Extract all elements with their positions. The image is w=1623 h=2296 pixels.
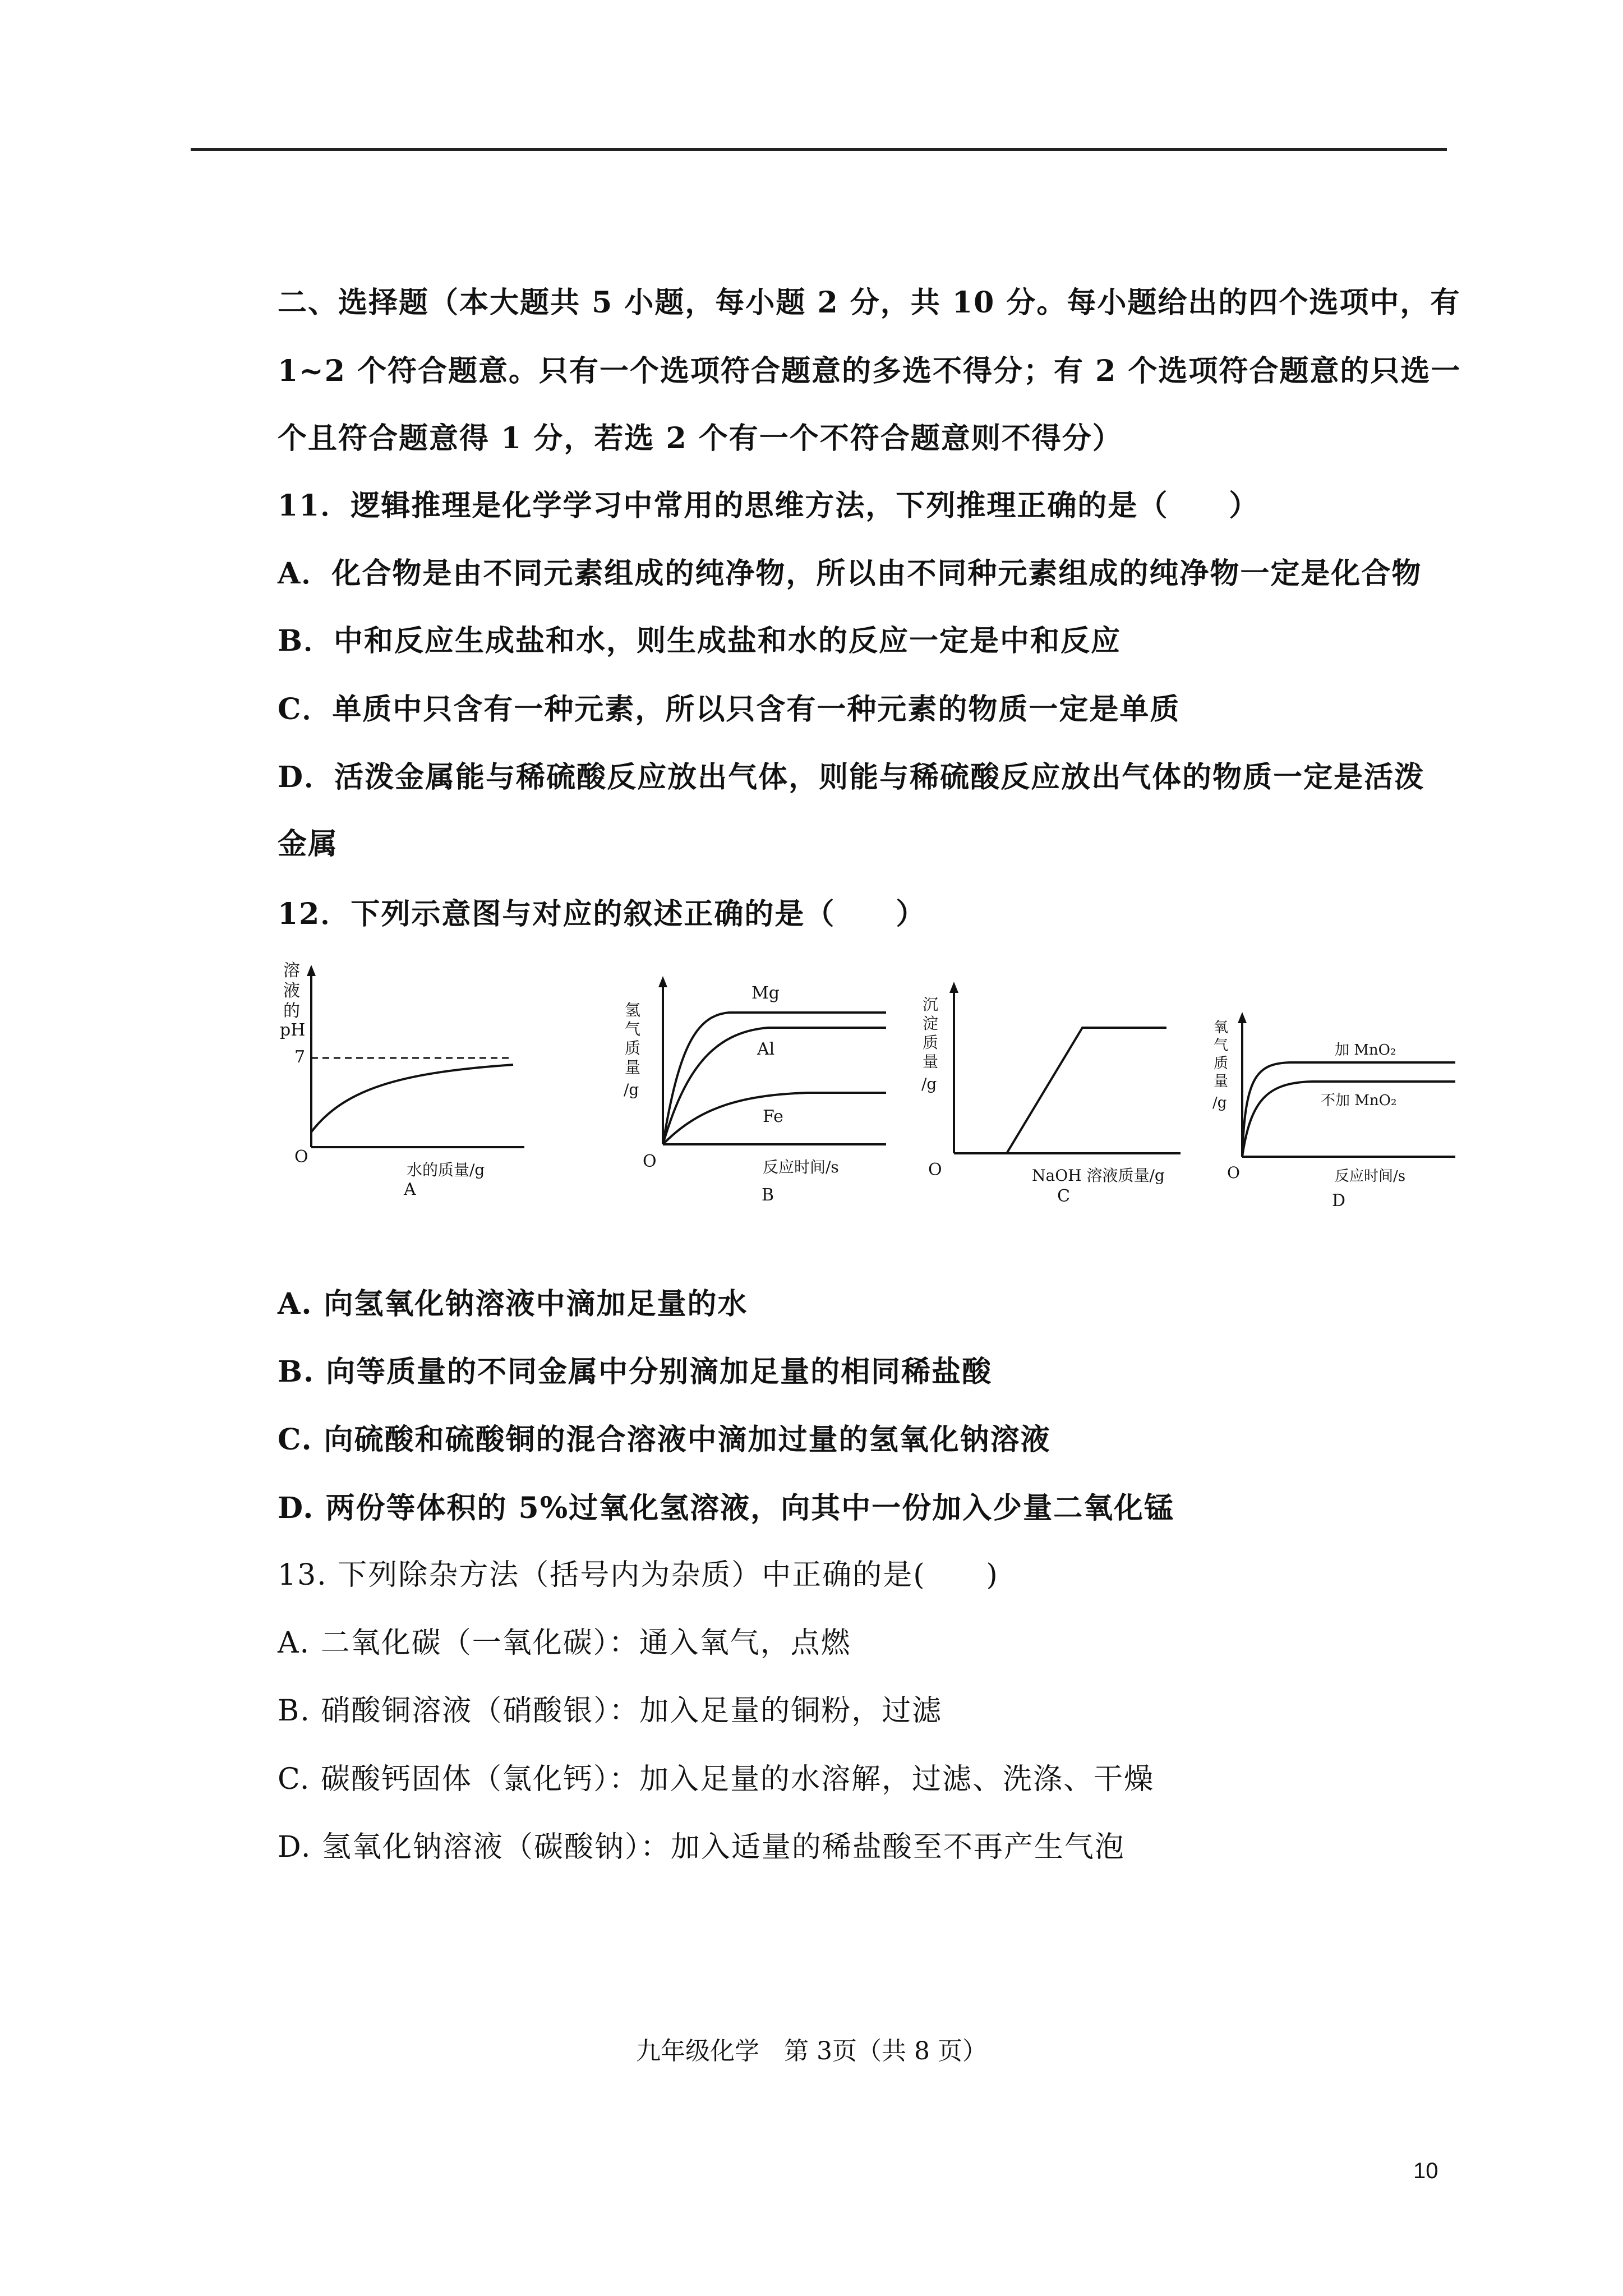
- chart-b-label-al: Al: [757, 1039, 775, 1059]
- chart-b-ylabel-4: 量: [625, 1058, 641, 1076]
- chart-c-xlabel: NaOH 溶液质量/g: [1032, 1166, 1165, 1185]
- chart-b-ylabel-3: 质: [625, 1039, 641, 1057]
- chart-d-ylabel-2: 气: [1214, 1037, 1229, 1054]
- chart-b-label-fe: Fe: [763, 1107, 783, 1126]
- chart-c-ylabel-1: 沉: [923, 995, 939, 1014]
- chart-d-ylabel-4: 量: [1214, 1073, 1229, 1090]
- chart-a-ylabel-2: 液: [283, 981, 300, 1001]
- q13-option-b: B. 硝酸铜溶液（硝酸银）：加入足量的铜粉，过滤: [278, 1694, 943, 1728]
- q13-option-d: D. 氢氧化钠溶液（碳酸钠）：加入适量的稀盐酸至不再产生气泡: [278, 1830, 1125, 1864]
- chart-d-curve-with-mno2: [1242, 1062, 1455, 1157]
- chart-c-origin: O: [928, 1160, 942, 1180]
- page-footer: 九年级化学 第 3页（共 8 页）: [636, 2037, 987, 2065]
- chart-b-y-arrow: [658, 976, 667, 987]
- page-number: 10: [1413, 2159, 1438, 2183]
- chart-b-ylabel-5: /g: [624, 1080, 639, 1099]
- q11-option-c: C．单质中只含有一种元素，所以只含有一种元素的物质一定是单质: [278, 692, 1181, 726]
- section-header-line-1: 二、选择题（本大题共 5 小题，每小题 2 分，共 10 分。每小题给出的四个选项中，有: [278, 286, 1461, 320]
- q12-stem: 12．下列示意图与对应的叙述正确的是（ ）: [278, 897, 926, 931]
- chart-c-y-arrow: [949, 982, 958, 993]
- chart-c: [911, 970, 1192, 1217]
- chart-d-label-with-mno2: 加 MnO₂: [1335, 1042, 1396, 1059]
- q13-stem: 13. 下列除杂方法（括号内为杂质）中正确的是( ): [278, 1558, 999, 1592]
- q12-option-c: C. 向硫酸和硫酸铜的混合溶液中滴加过量的氢氧化钠溶液: [278, 1423, 1051, 1457]
- chart-a-tick-7: 7: [294, 1047, 306, 1067]
- chart-b-origin: O: [643, 1152, 657, 1171]
- chart-b-ylabel-2: 气: [625, 1020, 641, 1038]
- chart-d-xlabel: 反应时间/s: [1335, 1168, 1406, 1185]
- chart-b-ylabel-1: 氢: [625, 1001, 641, 1019]
- q13-option-a: A. 二氧化碳（一氧化碳）：通入氧气，点燃: [278, 1626, 851, 1660]
- chart-c-ylabel-5: /g: [921, 1075, 937, 1093]
- q11-option-a: A．化合物是由不同元素组成的纯净物，所以由不同种元素组成的纯净物一定是化合物: [278, 556, 1422, 591]
- chart-a-xlabel: 水的质量/g: [407, 1161, 485, 1179]
- chart-a-ylabel-1: 溶: [283, 961, 300, 981]
- chart-b-caption: B: [762, 1185, 774, 1205]
- q12-option-d: D. 两份等体积的 5%过氧化氢溶液，向其中一份加入少量二氧化锰: [278, 1491, 1175, 1525]
- section-header-line-3: 个且符合题意得 1 分，若选 2 个有一个不符合题意则不得分）: [278, 421, 1123, 455]
- chart-b-xlabel: 反应时间/s: [763, 1158, 839, 1176]
- chart-a-origin: O: [294, 1147, 308, 1167]
- q11-option-b: B．中和反应生成盐和水，则生成盐和水的反应一定是中和反应: [278, 624, 1121, 658]
- chart-d-ylabel-1: 氧: [1214, 1019, 1229, 1036]
- chart-a-caption: A: [404, 1180, 416, 1199]
- chart-b: [623, 965, 892, 1223]
- chart-d-ylabel-5: /g: [1212, 1094, 1227, 1111]
- q11-option-d: D．活泼金属能与稀硫酸反应放出气体，则能与稀硫酸反应放出气体的物质一定是活泼: [278, 760, 1425, 794]
- chart-a-ylabel-4: pH: [280, 1020, 306, 1040]
- chart-c-ylabel-2: 淀: [923, 1014, 939, 1033]
- chart-c-curve: [1007, 1028, 1166, 1153]
- chart-d-y-arrow: [1238, 1012, 1247, 1023]
- header-rule: [191, 148, 1447, 151]
- chart-d: [1206, 1010, 1464, 1223]
- chart-a-ylabel-3: 的: [283, 1001, 300, 1021]
- chart-d-caption: D: [1332, 1191, 1346, 1211]
- chart-d-ylabel-3: 质: [1214, 1055, 1229, 1072]
- q13-option-c: C. 碳酸钙固体（氯化钙）：加入足量的水溶解，过滤、洗涤、干燥: [278, 1763, 1154, 1796]
- chart-c-caption: C: [1057, 1186, 1070, 1206]
- chart-d-label-without-mno2: 不加 MnO₂: [1321, 1092, 1397, 1109]
- section-header-line-2: 1~2 个符合题意。只有一个选项符合题意的多选不得分；有 2 个选项符合题意的只选一: [278, 354, 1461, 388]
- chart-b-label-mg: Mg: [751, 983, 780, 1003]
- chart-a-curve: [311, 1065, 513, 1132]
- q12-option-a: A. 向氢氧化钠溶液中滴加足量的水: [278, 1287, 748, 1321]
- q11-option-d-continued: 金属: [278, 827, 339, 861]
- chart-a: [278, 954, 536, 1217]
- chart-d-origin: O: [1227, 1163, 1240, 1182]
- q11-stem: 11．逻辑推理是化学学习中常用的思维方法，下列推理正确的是（ ）: [278, 489, 1260, 523]
- q12-option-b: B. 向等质量的不同金属中分别滴加足量的相同稀盐酸: [278, 1355, 993, 1389]
- chart-c-ylabel-3: 质: [923, 1033, 939, 1052]
- chart-c-ylabel-4: 量: [923, 1052, 939, 1071]
- chart-a-y-arrow: [307, 965, 316, 976]
